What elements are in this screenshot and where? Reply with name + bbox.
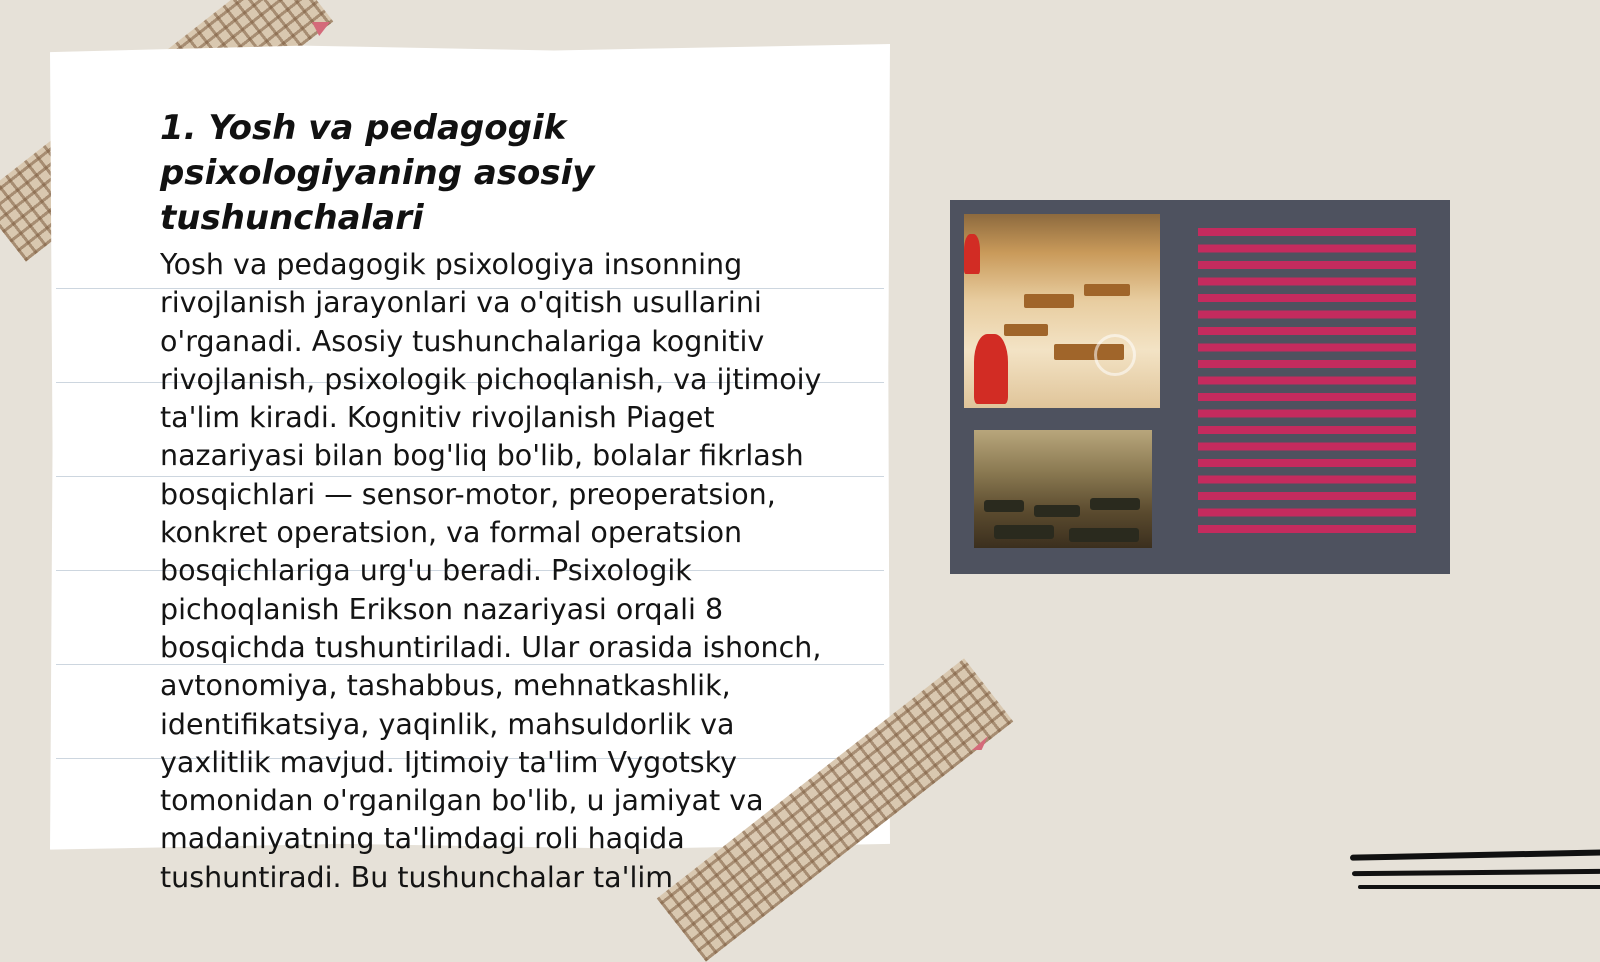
image-panel [950, 200, 1450, 574]
classroom-photo [964, 214, 1160, 408]
lecture-hall-photo [974, 430, 1152, 548]
brush-stroke-decoration [1352, 869, 1600, 876]
watermark-logo-icon [1094, 334, 1136, 376]
brush-stroke-decoration [1350, 849, 1600, 860]
slide-title: 1. Yosh va pedagogik psixologiyaning asosiy tushunchalari [160, 108, 595, 238]
panel-caption-text [1198, 228, 1416, 540]
brush-stroke-decoration [1358, 885, 1600, 889]
slide-body-text: Yosh va pedagogik psixologiya insonning rivojlanish jarayonlari va o'qitish usullarini o'rganadi. Asosiy tushunchalariga kognitiv rivojlanish, psixologik pichoqlanish, va ijtimoiy ta'lim kiradi. Kognitiv rivojlanish Piaget nazariyasi bilan bog'liq bo'lib, bolalar fikrlash bosqichlari — sensor-motor, preoperatsion, konkret operatsion, va formal operatsion bosqichlariga urg'u beradi. Psixologik pichoqlanish Erikson nazariyasi orqali 8 bosqichda tushuntiriladi. Ular orasida ishonch, avtonomiya, tashabbus, mehnatkashlik, identifikatsiya, yaqinlik, mahsuldorlik va yaxlitlik mavjud. Ijtimoiy ta'lim Vygotsky tomonidan o'rganilgan bo'lib, u jamiyat va madaniyatning ta'limdagi roli haqida tushuntiradi. Bu tushunchalar ta'lim [160, 248, 822, 894]
